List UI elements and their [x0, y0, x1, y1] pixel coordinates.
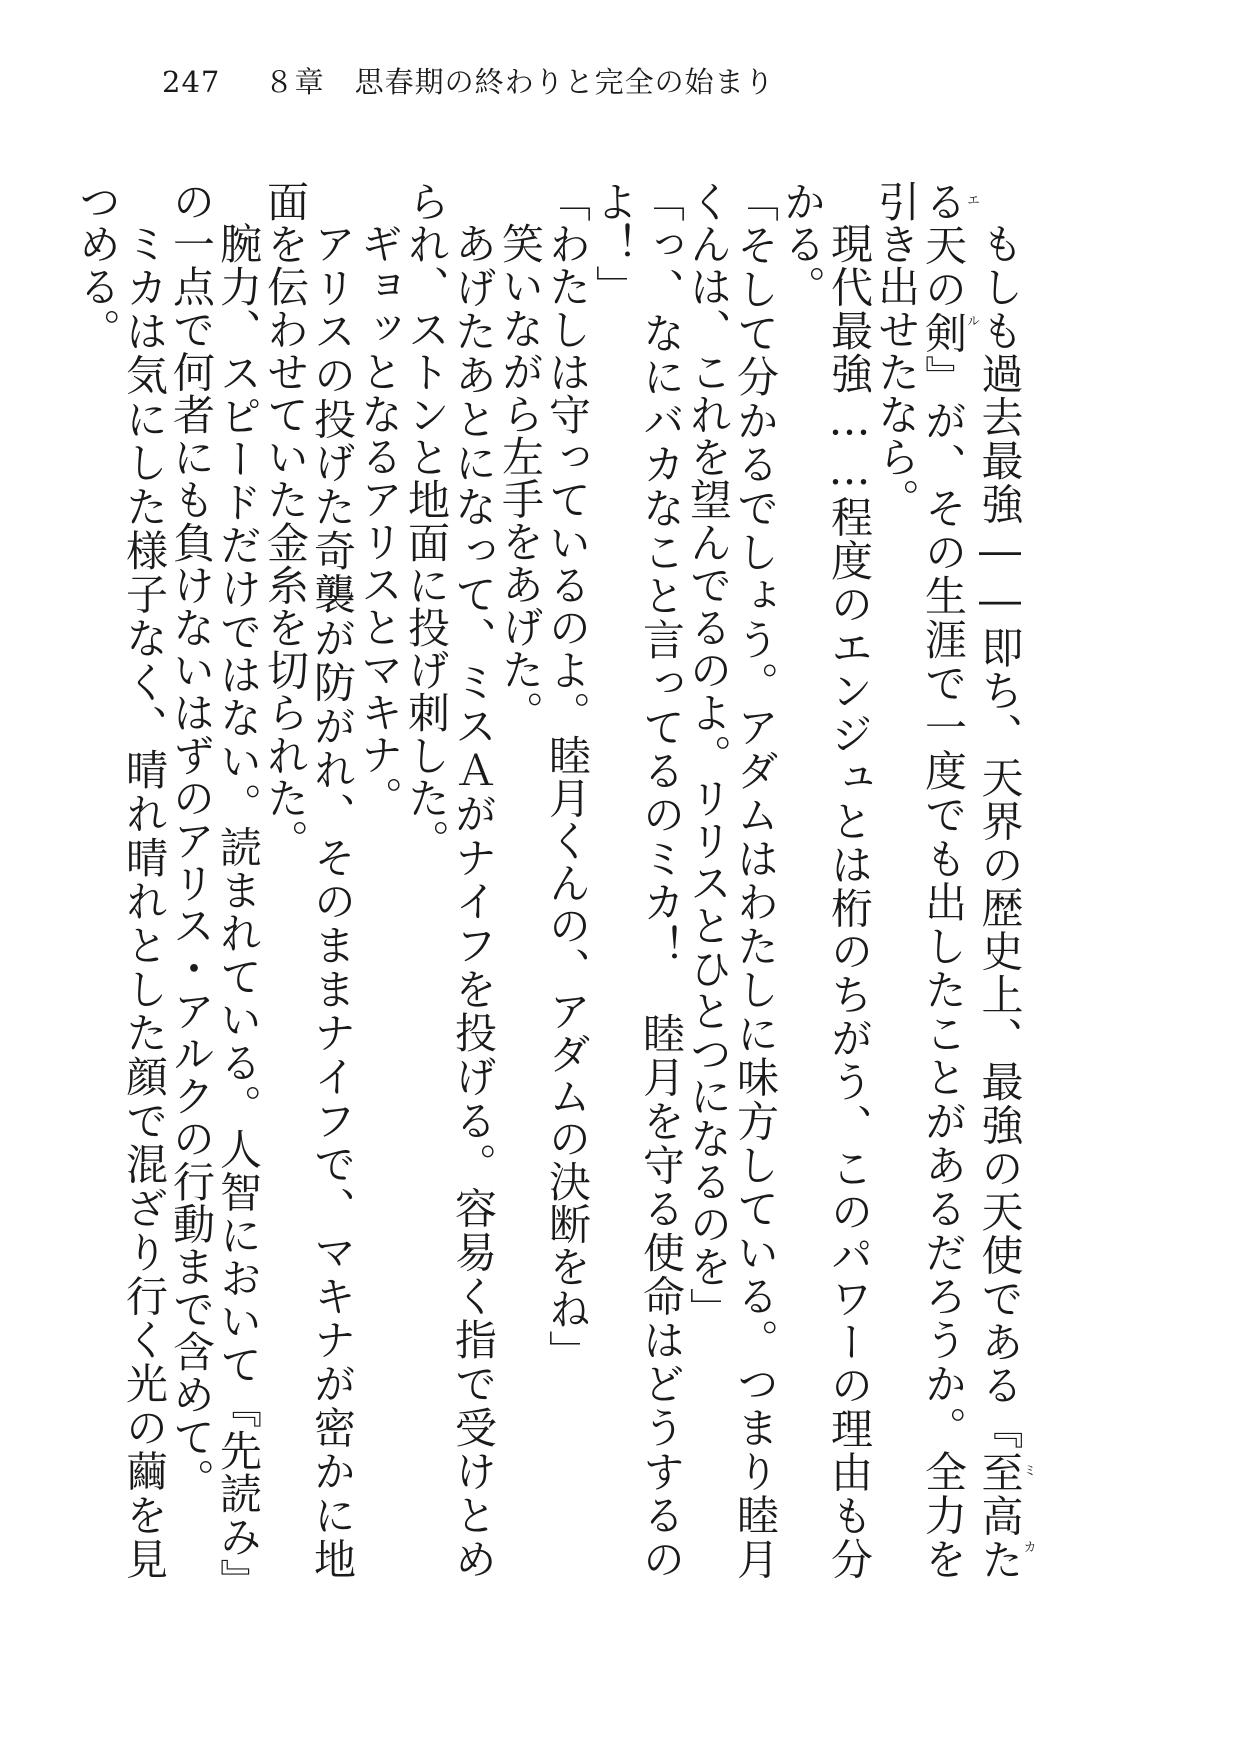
- ruby-reading: ミカエル: [964, 180, 1036, 1580]
- running-head: [162, 62, 775, 102]
- ruby-base: 至高たる天の剣: [919, 180, 1025, 1580]
- paragraph: ギョッとなるアリスとマキナ。: [355, 222, 404, 819]
- paragraph-text: もしも過去最強――即ち、天界の歴史上、最強の天使である『: [975, 222, 1025, 1451]
- paragraph-with-ruby: [873, 180, 1035, 1580]
- paragraph: アリスの投げた奇襲が防がれ、そのままナイフで、マキナが密かに地面を伝わせていた金糸を切られた。: [261, 180, 357, 1580]
- paragraph: 笑いながら左手をあげた。: [496, 222, 545, 734]
- chapter-title: ８章 思春期の終わりと完全の始まり: [264, 65, 775, 99]
- paragraph: 現代最強……程度のエンジュとは桁のちがう、このパワーの理由も分かる。: [778, 180, 874, 1580]
- dialogue-paragraph: 「そして分かるでしょう。アダムはわたしに味方している。つまり睦月くんは、これを望んでるのよ。リリスとひとつになるのを」: [684, 180, 780, 1580]
- dialogue-paragraph: 「わたしは守っているのよ。睦月くんの、アダムの決断をね」: [543, 180, 592, 1373]
- dialogue-paragraph: 「っ、なにバカなこと言ってるのミカ！ 睦月を守る使命はどうするのよ！」: [590, 180, 686, 1580]
- paragraph: あげたあとになって、ミスＡがナイフを投げる。容易く指で受けとめられ、ストンと地面に投げ刺した。: [402, 180, 498, 1580]
- paragraph: ミカは気にした様子なく、晴れ晴れとした顔で混ざり行く光の繭を見つめる。: [73, 180, 169, 1580]
- page-number: 247: [162, 65, 221, 99]
- paragraph-text: 』が、その生涯で一度でも出したことがあるだろうか。全力を引き出せたなら。: [872, 180, 968, 1580]
- paragraph: 腕力、スピードだけではない。読まれている。人智において『先読み』の一点で何者にも負けないはずのアリス・アルクの行動まで含めて。: [167, 180, 263, 1580]
- body-text: [73, 180, 1036, 1580]
